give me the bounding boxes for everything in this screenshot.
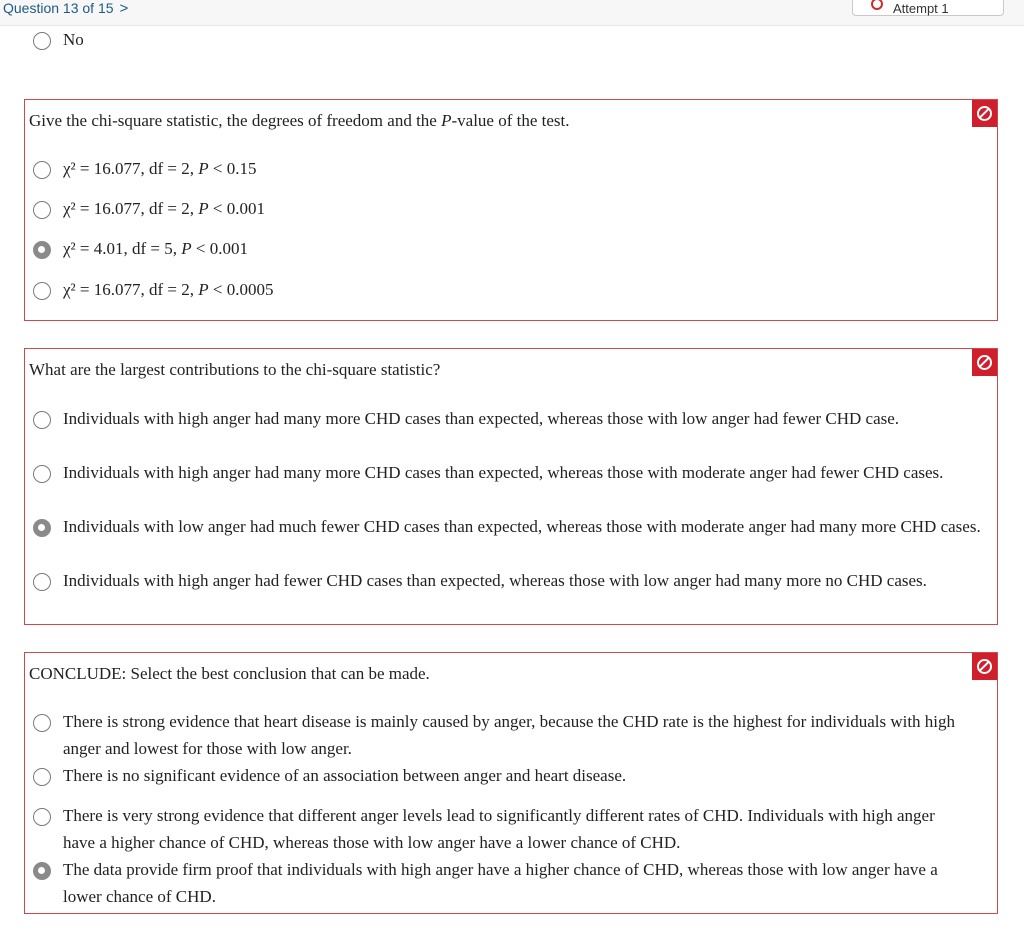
option-4-label: Individuals with high anger had fewer CHD cases than expected, whereas those with low anger had many more no CHD cases. <box>63 571 927 590</box>
option-1-label: Individuals with high anger had many more CHD cases than expected, whereas those with low anger had fewer CHD case. <box>63 409 900 428</box>
option-3-label: χ² = 4.01, df = 5, P < 0.001 <box>63 239 248 258</box>
radio-option-4[interactable] <box>33 573 51 591</box>
attempt-label: Attempt 1 <box>893 1 949 16</box>
flag-button[interactable] <box>972 349 997 376</box>
top-bar <box>0 0 1024 26</box>
radio-option-4[interactable] <box>33 862 51 880</box>
radio-option-3[interactable] <box>33 808 51 826</box>
radio-option-4[interactable] <box>33 282 51 300</box>
radio-option-3[interactable] <box>33 519 51 537</box>
radio-option-2[interactable] <box>33 465 51 483</box>
radio-option-1[interactable] <box>33 411 51 429</box>
option-2-label: There is no significant evidence of an association between anger and heart disease. <box>63 766 627 785</box>
question-prompt: What are the largest contributions to the chi-square statistic? <box>29 360 441 379</box>
option-3-label: There is very strong evidence that different anger levels lead to significantly different rates of CHD. Individuals with high anger have a higher chance of CHD, whereas those with low anger have a lower chance of CHD. <box>63 806 935 852</box>
option-3-label: Individuals with low anger had much fewer CHD cases than expected, whereas those with moderate anger had many more CHD cases. <box>63 517 981 536</box>
question-prompt: Give the chi-square statistic, the degrees of freedom and the P-value of the test. <box>29 111 570 130</box>
question-nav[interactable] <box>3 0 128 18</box>
attempt-status-icon <box>871 0 883 10</box>
option-no-label: No <box>63 30 84 49</box>
radio-no[interactable] <box>33 32 51 50</box>
option-4-label: χ² = 16.077, df = 2, P < 0.0005 <box>63 280 274 299</box>
question-nav-label: Question 13 of 15 <box>3 0 114 16</box>
question-prompt: CONCLUDE: Select the best conclusion that can be made. <box>29 664 430 683</box>
radio-option-2[interactable] <box>33 201 51 219</box>
flag-button[interactable] <box>972 100 997 127</box>
radio-option-1[interactable] <box>33 714 51 732</box>
flag-button[interactable] <box>972 653 997 680</box>
radio-option-3[interactable] <box>33 241 51 259</box>
option-1-label: There is strong evidence that heart disease is mainly caused by anger, because the CHD rate is the highest for individuals with high anger and lowest for those with low anger. <box>63 712 956 758</box>
radio-option-2[interactable] <box>33 768 51 786</box>
option-2-label: χ² = 16.077, df = 2, P < 0.001 <box>63 199 265 218</box>
attempt-dropdown[interactable] <box>852 0 1004 16</box>
option-4-label: The data provide firm proof that individuals with high anger have a higher chance of CHD, whereas those with low anger have a lower chance of CHD. <box>63 860 938 906</box>
option-2-label: Individuals with high anger had many more CHD cases than expected, whereas those with moderate anger had fewer CHD cases. <box>63 463 944 482</box>
option-1-label: χ² = 16.077, df = 2, P < 0.15 <box>63 159 257 178</box>
chevron-right-icon[interactable]: > <box>119 0 129 17</box>
radio-option-1[interactable] <box>33 161 51 179</box>
